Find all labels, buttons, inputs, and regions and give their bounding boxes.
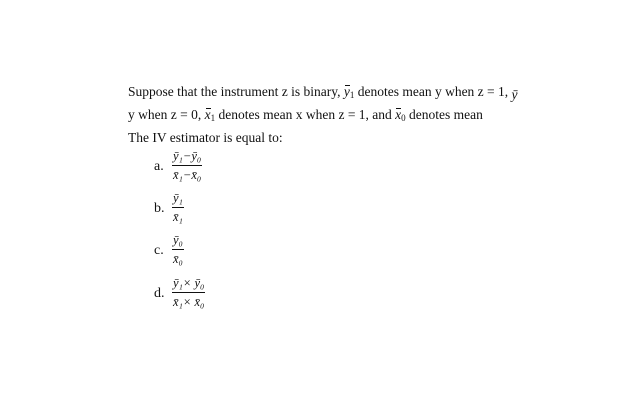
option-b-denominator: x̄₁ xyxy=(173,210,183,224)
question-line-1 xyxy=(128,84,518,103)
option-a-letter: a. xyxy=(154,159,164,174)
option-d-denominator: x̄₁× x̄₀ xyxy=(173,295,205,309)
x-bar-1-var: x xyxy=(204,107,211,122)
option-c-fraction-bar xyxy=(172,249,184,250)
option-b-letter: b. xyxy=(154,201,165,216)
x-bar-0-var: x xyxy=(395,107,402,122)
option-c-fraction xyxy=(172,233,184,267)
option-b-fraction xyxy=(172,191,184,225)
truncated-y-bar: ȳ xyxy=(511,87,518,102)
question-line-1-mid: denotes mean y when z = 1, xyxy=(354,84,512,99)
question-document xyxy=(128,74,518,320)
y-bar-1-var: y xyxy=(343,84,350,99)
option-d-fraction-bar xyxy=(172,292,205,293)
option-d-letter: d. xyxy=(154,286,165,301)
option-c-letter: c. xyxy=(154,243,164,258)
question-line-2-mid: denotes mean x when z = 1, and xyxy=(215,107,396,122)
option-d-numerator: ȳ₁× ȳ₀ xyxy=(173,276,205,290)
option-b-numerator: ȳ₁ xyxy=(173,191,183,205)
option-a-fraction-bar xyxy=(172,165,202,166)
option-a-denominator: x̄₁−x̄₀ xyxy=(173,168,202,182)
option-c-denominator: x̄₀ xyxy=(173,252,183,266)
question-line-1-text: Suppose that the instrument z is binary, xyxy=(128,84,344,99)
option-a-numerator: ȳ₁−ȳ₀ xyxy=(173,149,202,163)
question-prompt: The IV estimator is equal to: xyxy=(128,130,283,145)
question-line-2-end: denotes mean xyxy=(405,107,483,122)
question-line-2 xyxy=(128,107,483,126)
option-d-fraction xyxy=(172,276,205,310)
x-bar-0-symbol xyxy=(395,107,401,123)
y-bar-1-subscript: 1 xyxy=(349,90,355,100)
x-bar-0-subscript: 0 xyxy=(401,113,406,123)
question-line-2-start: y when z = 0, xyxy=(128,107,205,122)
y-bar-1-symbol xyxy=(344,84,350,100)
x-bar-1-symbol xyxy=(205,107,211,123)
option-a-fraction xyxy=(172,149,202,183)
option-b-fraction-bar xyxy=(172,207,184,208)
option-c-numerator: ȳ₀ xyxy=(173,233,183,247)
x-bar-1-subscript: 1 xyxy=(210,113,216,123)
